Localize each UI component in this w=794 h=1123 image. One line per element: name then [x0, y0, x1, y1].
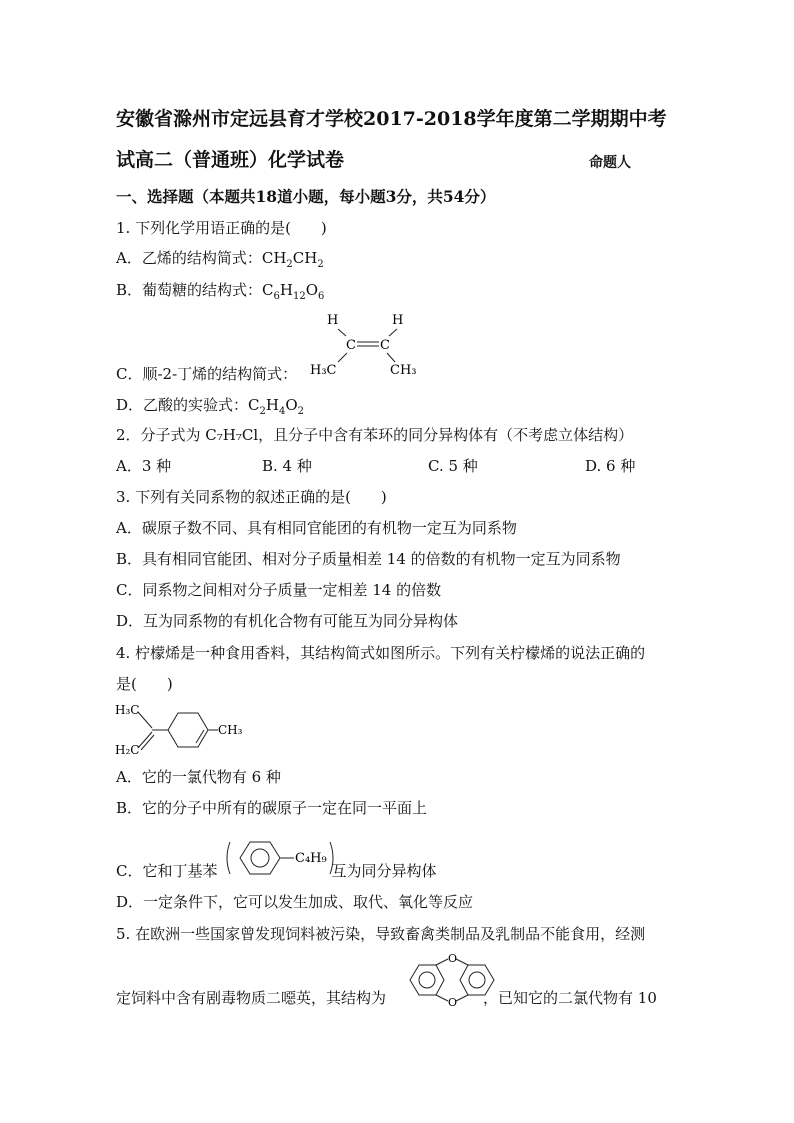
q2-option-c: C. 5 种: [428, 457, 478, 475]
q3-option-b: B．具有相同官能团、相对分子质量相差 14 的倍数的有机物一定互为同系物: [116, 550, 621, 568]
q1-option-a: A．乙烯的结构简式：$CH_2CH_2$: [116, 249, 324, 270]
q2-option-d: D. 6 种: [585, 457, 636, 475]
h-right: H: [392, 313, 404, 328]
q4-option-a: A．它的一氯代物有 6 种: [116, 768, 281, 786]
q5-line2: 定饲料中含有剧毒物质二噁英，其结构为 ，已知它的二氯代物有 10: [116, 989, 657, 1007]
methylene-bottom: H₂C: [115, 743, 140, 757]
methyl-right: CH₃: [390, 363, 417, 378]
oxygen-bottom: O: [448, 996, 458, 1008]
q2-option-a: A．3 种: [116, 457, 172, 475]
carbon-right: C: [380, 338, 390, 353]
exam-title-line2: 试高二（普通班）化学试卷: [116, 149, 345, 171]
q4-option-b: B．它的分子中所有的碳原子一定在同一平面上: [116, 799, 428, 817]
butyl-group: C₄H₉: [295, 851, 327, 866]
q4-option-d: D．一定条件下，它可以发生加成、取代、氧化等反应: [116, 893, 474, 911]
cis-2-butene-structure: [300, 305, 430, 385]
q1-stem: 1. 下列化学用语正确的是( ): [116, 219, 327, 237]
q3-option-a: A．碳原子数不同、具有相同官能团的有机物一定互为同系物: [116, 519, 517, 537]
section-heading: 一、选择题（本题共18道小题，每小题3分，共54分）: [116, 187, 496, 206]
cyclohexene-ring: [168, 713, 208, 747]
q3-stem: 3. 下列有关同系物的叙述正确的是( ): [116, 488, 387, 506]
q2-option-b: B. 4 种: [262, 457, 312, 475]
q4-stem-line2: 是( ): [116, 675, 173, 693]
formula-c6h12o6: $C_6H_{12}O_6$: [262, 281, 325, 302]
q4-stem-line1: 4. 柠檬烯是一种食用香料，其结构简式如图所示。下列有关柠檬烯的说法正确的: [116, 644, 646, 662]
q5-line1: 5. 在欧洲一些国家曾发现饲料被污染，导致畜禽类制品及乳制品不能食用，经测: [116, 925, 646, 943]
oxygen-top: O: [448, 952, 458, 965]
q2-stem: 2．分子式为 C₇H₇Cl，且分子中含有苯环的同分异构体有（不考虑立体结构）: [116, 426, 634, 444]
q4-option-c: C．它和丁基苯 互为同分异构体: [116, 862, 437, 880]
benzene-ring-left: [410, 965, 444, 995]
h-left: H: [327, 313, 339, 328]
benzene-ring: [240, 842, 280, 874]
methyl-top: H₃C: [115, 703, 140, 717]
q3-option-d: D．互为同系物的有机化合物有可能互为同分异构体: [116, 612, 459, 630]
q1-option-b: B．葡萄糖的结构式：$C_6H_{12}O_6$: [116, 281, 325, 302]
carbon-left: C: [346, 338, 356, 353]
q1-option-c: C．顺-2-丁烯的结构简式：: [116, 365, 298, 383]
q1-option-d: D．乙酸的实验式：$C_2H_4O_2$: [116, 396, 305, 417]
dioxin-structure: [406, 952, 498, 1008]
methyl-right: CH₃: [218, 723, 243, 737]
limonene-structure: [112, 700, 252, 760]
formula-c2h4o2: $C_2H_4O_2$: [248, 396, 305, 417]
exam-title-line1: 安徽省滁州市定远县育才学校2017-2018学年度第二学期期中考: [116, 108, 667, 130]
benzene-ring-right: [460, 965, 494, 995]
formula-ch2ch2: $CH_2CH_2$: [261, 249, 324, 270]
methyl-left: H₃C: [310, 363, 337, 378]
q3-option-c: C．同系物之间相对分子质量一定相差 14 的倍数: [116, 581, 442, 599]
butylbenzene-structure: [222, 836, 340, 880]
author-label: 命题人: [589, 155, 631, 171]
